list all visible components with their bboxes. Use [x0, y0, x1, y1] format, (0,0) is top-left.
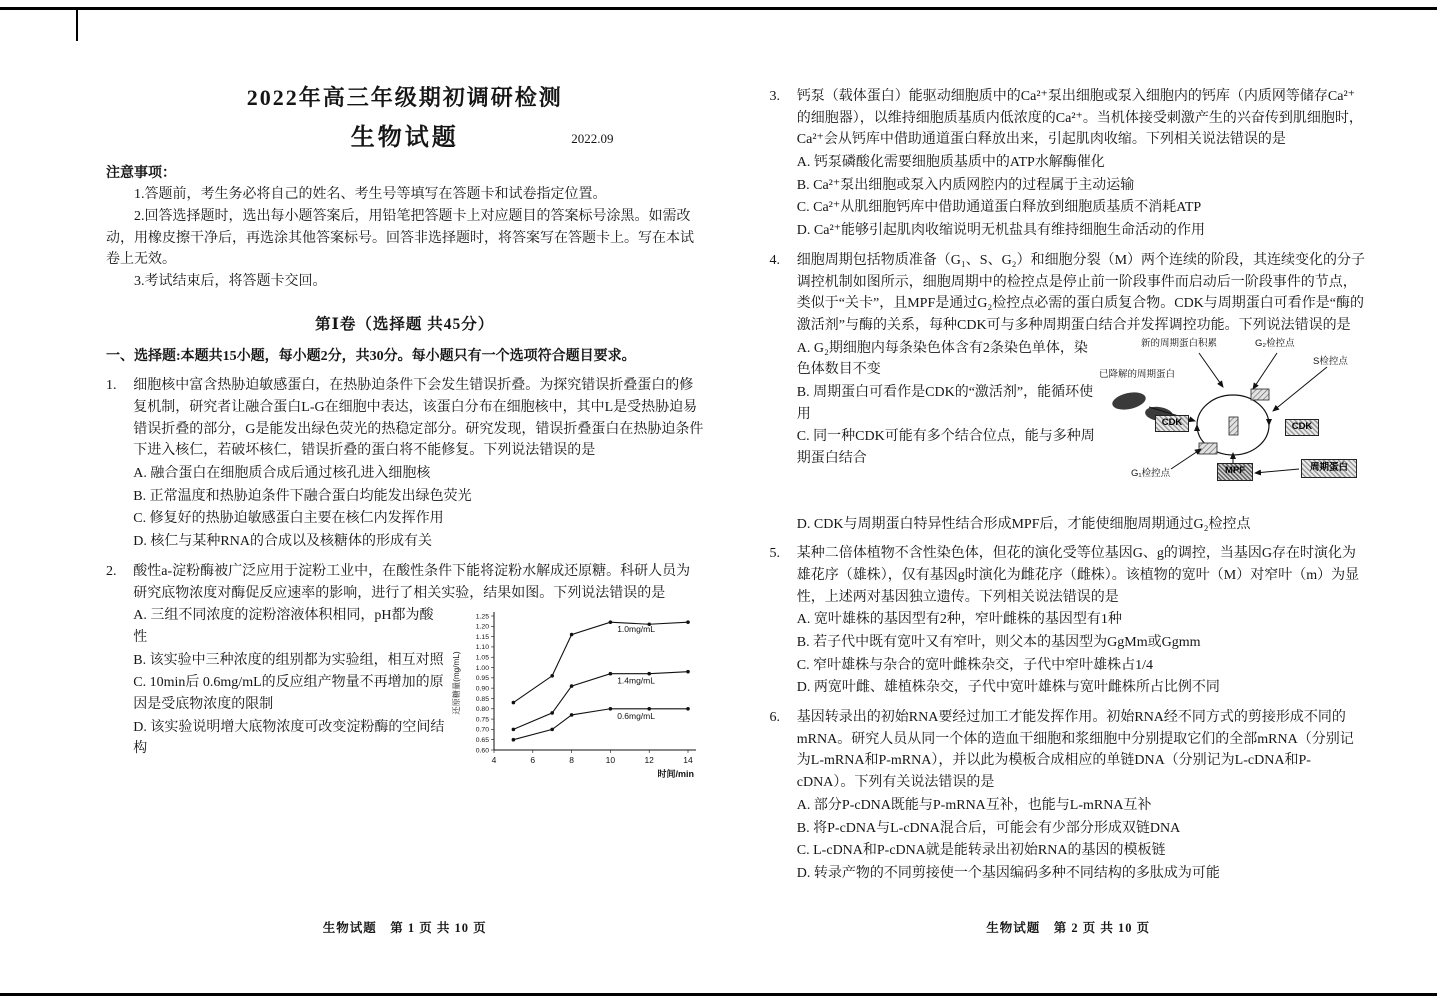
- question-4-stem: 细胞周期包括物质准备（G₁、S、G₂）和细胞分裂（M）两个连续的阶段，其连续变化的分子调控机制如图所示，细胞周期中的检控点是停止前一阶段事件而启动后一阶段事件的节点，类似于“关卡”，且MPF是通过G₂检控点必需的蛋白质复合物。CDK与周期蛋白可看作是“酶的激活剂”与酶的关系，每种CDK可与多种周期蛋白结合并发挥调控功能。下列说法错误的是: [796, 252, 1366, 333]
- question-2-option-b: B. 该实验中三种浓度的组别都为实验组，相互对照: [133, 652, 444, 668]
- question-2-option-d: D. 该实验说明增大底物浓度可改变淀粉酶的空间结构: [133, 719, 445, 757]
- section-title: 第Ⅰ卷（选择题 共45分）: [315, 315, 495, 333]
- page-2-footer: 生物试题 第 2 页 共 10 页: [986, 920, 1151, 935]
- question-6-option-a: A. 部分P-cDNA既能与P-mRNA互补，也能与L-mRNA互补: [796, 797, 1152, 813]
- question-3-number: 3.: [769, 89, 780, 104]
- question-4-number: 4.: [769, 252, 780, 268]
- question-2-option-c: C. 10min后 0.6mg/mL的反应组产物量不再增加的原因是受底物浓度的限制: [133, 675, 444, 712]
- question-5-number: 5.: [769, 546, 780, 562]
- enzyme-activity-chart: [448, 606, 704, 786]
- question-6-stem-row: [770, 707, 1368, 794]
- question-5-stem: 某种二倍体植物不含性染色体，但花的演化受等位基因G、g的调控，当基因G存在时演化为雄花序（雄株），仅有基因g时演化为雌花序（雌株）。该植物的宽叶（M）对窄叶（m）为显性，上述两对基因独立遗传。下列相关说法错误的是: [796, 546, 1360, 605]
- question-4: [770, 250, 1368, 535]
- svg-text:1.20: 1.20: [475, 623, 489, 631]
- enzyme-chart-figure: [448, 604, 704, 794]
- exam-date: 2022.09: [571, 131, 614, 147]
- question-1-option-a: A. 融合蛋白在细胞质合成后通过核孔进入细胞核: [133, 466, 431, 482]
- question-5-options: [797, 609, 1367, 699]
- svg-text:10: 10: [605, 755, 615, 766]
- question-4-option-a: A. G₂期细胞内每条染色体含有2条染色单体，染色体数目不变: [796, 340, 1088, 378]
- question-3-option-c: C. Ca²⁺从肌细胞钙库中借助通道蛋白释放到细胞质基质不消耗ATP: [796, 200, 1202, 216]
- question-5-option-d: D. 两宽叶雌、雄植株杂交，子代中宽叶雄株与宽叶雌株所占比例不同: [796, 680, 1220, 696]
- page-1-footer: 生物试题 第 1 页 共 10 页: [322, 920, 487, 935]
- diagram-cdk-right-box: CDK: [1285, 419, 1319, 436]
- exam-title: 2022年高三年级期初调研检测: [246, 85, 563, 110]
- question-4-option-d-row: [797, 514, 1367, 536]
- question-1: [106, 375, 704, 553]
- svg-text:1.05: 1.05: [475, 654, 489, 662]
- question-4-stem-row: [770, 250, 1368, 337]
- svg-text:0.60: 0.60: [475, 747, 489, 755]
- question-3-option-a: A. 钙泵磷酸化需要细胞质基质中的ATP水解酶催化: [796, 155, 1105, 171]
- svg-text:0.65: 0.65: [475, 737, 489, 745]
- question-1-stem: 细胞核中富含热胁迫敏感蛋白，在热胁迫条件下会发生错误折叠。为探究错误折叠蛋白的修复机制，研究者让融合蛋白L-G在细胞中表达，该蛋白分布在细胞核中，其中L是受热胁迫易错误折叠的部分，G是能发出绿色荧光的热稳定部分。研究发现，错误折叠蛋白在热胁迫条件下进入核仁，若破坏核仁，错误折叠的蛋白将不能修复。下列说法错误的是: [133, 378, 704, 459]
- question-4-option-d: D. CDK与周期蛋白特异性结合形成MPF后，才能使细胞周期通过G₂检控点: [796, 516, 1251, 532]
- question-2-options: [133, 604, 447, 794]
- notice-item-2: 2.回答选择题时，选出每小题答案后，用铅笔把答题卡上对应题目的答案标号涂黑。如需改动，用橡皮擦干净后，再选涂其他答案标号。回答非选择题时，将答案写在答题卡上。写在本试卷上无效。: [106, 208, 694, 268]
- notice-item-1: 1.答题前，考生务必将自己的姓名、考生号等填写在答题卡和试卷指定位置。: [134, 187, 607, 203]
- question-2-stem: 酸性a-淀粉酶被广泛应用于淀粉工业中，在酸性条件下能将淀粉水解成还原糖。科研人员为研究底物浓度对酶促反应速率的影响，进行了相关实验，结果如图。下列说法错误的是: [133, 563, 691, 601]
- question-1-number: 1.: [106, 378, 117, 394]
- svg-text:1.0mg/mL: 1.0mg/mL: [616, 624, 655, 635]
- question-5-stem-row: [770, 543, 1368, 608]
- svg-text:1.00: 1.00: [475, 665, 489, 673]
- notice-heading: 注意事项：: [106, 165, 176, 181]
- question-1-stem-row: [106, 375, 704, 462]
- question-2-body: [106, 604, 704, 794]
- question-5-option-a: A. 宽叶雄株的基因型有2种，窄叶雌株的基因型有1种: [796, 612, 1122, 628]
- question-3-option-d: D. Ca²⁺能够引起肌肉收缩说明无机盐具有维持细胞生命活动的作用: [796, 223, 1206, 239]
- diagram-label-g1-checkpoint: G₁检控点: [1131, 467, 1171, 479]
- section-intro: 一、选择题:本题共15小题，每小题2分，共30分。每小题只有一个选项符合题目要求。: [106, 348, 636, 364]
- diagram-label-g2-checkpoint: G₂检控点: [1255, 337, 1295, 349]
- svg-text:时间/min: 时间/min: [656, 769, 694, 780]
- svg-text:14: 14: [682, 755, 693, 766]
- exam-subject-title: 生物试题: [350, 124, 459, 151]
- question-4-option-b: B. 周期蛋白可看作是CDK的“激活剂”，能循环使用: [796, 384, 1094, 422]
- question-6-option-c: C. L-cDNA和P-cDNA就是能转录出初始RNA的基因的模板链: [796, 843, 1166, 859]
- question-4-option-c: C. 同一种CDK可能有多个结合位点，能与多种周期蛋白结合: [796, 429, 1095, 466]
- question-3: [770, 86, 1368, 242]
- svg-text:1.25: 1.25: [475, 613, 489, 621]
- question-1-options: [133, 463, 703, 553]
- svg-text:1.15: 1.15: [475, 634, 489, 642]
- question-2-number: 2.: [106, 563, 117, 579]
- question-5: [770, 543, 1368, 699]
- svg-text:8: 8: [568, 755, 574, 766]
- question-6-number: 6.: [769, 710, 780, 726]
- diagram-cdk-left-box: CDK: [1155, 415, 1189, 432]
- svg-text:0.80: 0.80: [475, 706, 489, 714]
- question-4-options: [797, 337, 1099, 513]
- diagram-label-s-checkpoint: S检控点: [1313, 355, 1348, 367]
- svg-text:1.4mg/mL: 1.4mg/mL: [616, 675, 655, 686]
- question-2: [106, 561, 704, 794]
- svg-text:6: 6: [529, 755, 535, 766]
- question-6-option-d: D. 转录产物的不同剪接使一个基因编码多种不同结构的多肽成为可能: [796, 865, 1220, 881]
- svg-text:0.6mg/mL: 0.6mg/mL: [616, 710, 655, 721]
- question-6-options: [797, 795, 1367, 885]
- exam-subtitle-row: [106, 120, 704, 153]
- diagram-label-new-cyclin: 新的周期蛋白积累: [1141, 337, 1218, 349]
- svg-text:0.85: 0.85: [475, 695, 489, 703]
- question-2-stem-row: [106, 561, 704, 604]
- notice-section: [106, 163, 704, 293]
- cell-cycle-diagram: [1099, 337, 1367, 513]
- notice-item-3: 3.考试结束后，将答题卡交回。: [134, 273, 327, 289]
- svg-text:0.95: 0.95: [475, 675, 489, 683]
- diagram-cyclin-box: 周期蛋白: [1301, 459, 1357, 478]
- question-2-option-a: A. 三组不同浓度的淀粉溶液体积相同，pH都为酸性: [133, 608, 434, 645]
- question-1-option-d: D. 核仁与某种RNA的合成以及核糖体的形成有关: [133, 534, 432, 550]
- question-5-option-b: B. 若子代中既有宽叶又有窄叶，则父本的基因型为GgMm或Ggmm: [796, 635, 1201, 650]
- question-6-option-b: B. 将P-cDNA与L-cDNA混合后，可能会有少部分形成双链DNA: [796, 820, 1181, 836]
- svg-text:1.10: 1.10: [475, 644, 489, 652]
- question-3-stem: 钙泵（载体蛋白）能驱动细胞质中的Ca²⁺泵出细胞或泵入细胞内的钙库（内质网等储存Ca²⁺的细胞器），以维持细胞质基质内低浓度的Ca²⁺。当机体接受刺激产生的兴奋传到肌细胞时，Ca²⁺会从钙库中借助通道蛋白释放出来，引起肌肉收缩。下列相关说法错误的是: [796, 89, 1363, 148]
- svg-text:0.90: 0.90: [475, 685, 489, 693]
- svg-text:12: 12: [643, 755, 654, 766]
- question-3-options: [797, 152, 1367, 242]
- page-2: [722, 0, 1437, 1002]
- svg-text:4: 4: [491, 755, 496, 766]
- diagram-mpf-box: MPF: [1217, 463, 1253, 481]
- question-4-body: [770, 337, 1368, 513]
- question-5-option-c: C. 窄叶雄株与杂合的宽叶雌株杂交，子代中窄叶雄株占1/4: [796, 657, 1154, 673]
- diagram-label-degraded-cyclin: 已降解的周期蛋白: [1099, 368, 1176, 380]
- question-3-stem-row: [770, 86, 1368, 151]
- question-1-option-b: B. 正常温度和热胁迫条件下融合蛋白均能发出绿色荧光: [133, 488, 472, 504]
- question-6-stem: 基因转录出的初始RNA要经过加工才能发挥作用。初始RNA经不同方式的剪接形成不同的mRNA。研究人员从同一个体的造血干细胞和浆细胞中分别提取它们的全部mRNA（分别记为L-mRNA和P-mRNA），并以此为模板合成相应的单链DNA（分别记为L-cDNA和P-cDNA）。下列有关说法错误的是: [796, 710, 1354, 791]
- svg-text:还原糖量(mg/mL): 还原糖量(mg/mL): [451, 651, 461, 715]
- question-3-option-b: B. Ca²⁺泵出细胞或泵入内质网腔内的过程属于主动运输: [796, 177, 1135, 193]
- svg-text:0.70: 0.70: [475, 726, 489, 734]
- question-6: [770, 707, 1368, 885]
- svg-text:0.75: 0.75: [475, 716, 489, 724]
- question-1-option-c: C. 修复好的热胁迫敏感蛋白主要在核仁内发挥作用: [133, 511, 444, 527]
